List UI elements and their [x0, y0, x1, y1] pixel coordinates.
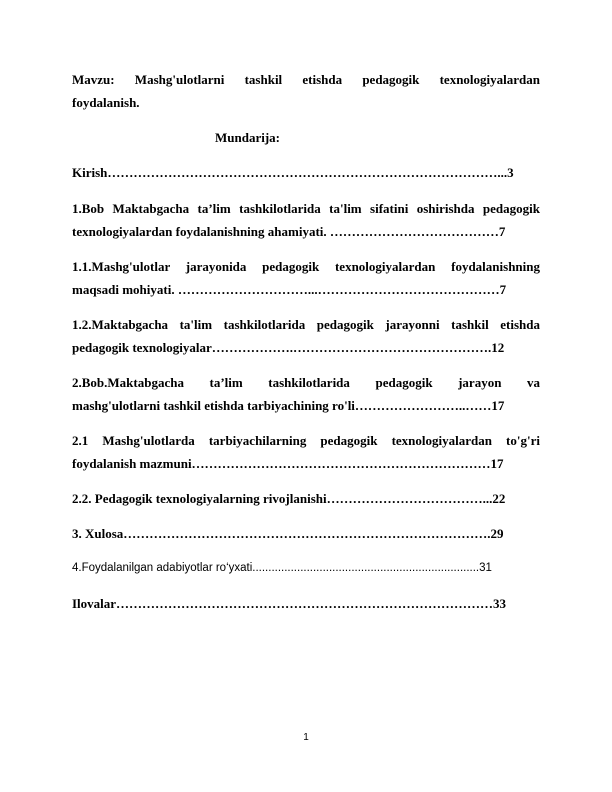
toc-entry-introduction[interactable]: [72, 161, 540, 184]
toc-entry-line: 3. Xulosa………………………………………………………………………….29: [72, 526, 504, 541]
toc-entry-chapter-1[interactable]: [72, 197, 540, 243]
toc-entry-appendices[interactable]: [72, 592, 540, 615]
toc-entry-line: 1.Bob Maktabgacha ta’lim tashkilotlarida ta'lim sifatini oshirishda pedagogik: [72, 201, 540, 216]
document-title: [72, 68, 540, 114]
toc-entry-line: 2.2. Pedagogik texnologiyalarning rivojlanishi………………………………...22: [72, 491, 506, 506]
toc-entry-section-2-1[interactable]: [72, 429, 540, 475]
toc-entry-section-1-2[interactable]: [72, 313, 540, 359]
toc-entry-section-1-1[interactable]: [72, 255, 540, 301]
toc-entry-line: Ilovalar……………………………………………………………………………33: [72, 596, 507, 611]
toc-entry-line: texnologiyalardan foydalanishning ahamiyati. …………………………………7: [72, 224, 506, 239]
toc-entry-line: foydalanish mazmuni……………………………………………………………17: [72, 456, 504, 471]
toc-entry-line: 2.1 Mashg'ulotlarda tarbiyachilarning pedagogik texnologiyalardan to'g'ri: [72, 433, 540, 448]
toc-entry-line: 1.1.Mashg'ulotlar jarayonida pedagogik texnologiyalardan foydalanishning: [72, 259, 540, 274]
toc-entry-line: maqsadi mohiyati. …………………………...……………………………………7: [72, 282, 507, 297]
toc-entry-conclusion[interactable]: [72, 522, 540, 545]
toc-heading: Mundarija:: [215, 130, 280, 145]
toc-entry-line: pedagogik texnologiyalar……………….……………………………………….12: [72, 340, 505, 355]
toc-entry-references[interactable]: [72, 557, 540, 580]
toc-entry-line: 4.Foydalanilgan adabiyotlar ro‘yxati.......................................................................31: [72, 562, 492, 574]
title-line-2: foydalanish.: [72, 95, 140, 110]
toc-entry-line: mashg'ulotlarni tashkil etishda tarbiyachining ro'li……………………..……17: [72, 398, 505, 413]
title-line-1: Mavzu: Mashg'ulotlarni tashkil etishda pedagogik texnologiyalardan: [72, 72, 540, 87]
page-number: 1: [303, 732, 309, 743]
toc-entry-line: 1.2.Maktabgacha ta'lim tashkilotlarida pedagogik jarayonni tashkil etishda: [72, 317, 540, 332]
toc-entry-chapter-2[interactable]: [72, 371, 540, 417]
toc-entry-line: Kirish………………………………………………………………………………...3: [72, 165, 514, 180]
toc-entry-section-2-2[interactable]: [72, 487, 540, 510]
toc-entry-line: 2.Bob.Maktabgacha ta’lim tashkilotlarida pedagogik jarayon va: [72, 375, 540, 390]
